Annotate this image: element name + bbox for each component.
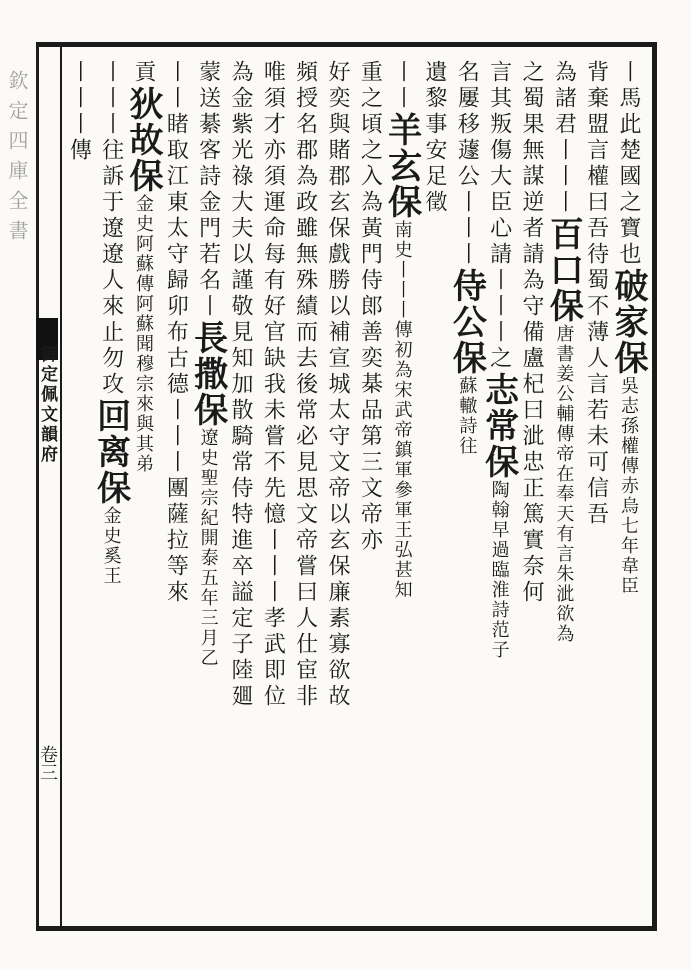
text-segment: 金史阿蘇傳阿蘇聞穆宗來與其弟 xyxy=(132,194,154,474)
text-segment: 貢 xyxy=(130,60,156,86)
text-segment: 吳志孫權傳赤烏七年韋臣 xyxy=(617,376,639,596)
text-segment: 唐書姜公輔傳帝在奉天有言朱泚欲為 xyxy=(553,324,575,644)
text-segment: 名屢移蘧公丨丨丨 xyxy=(454,60,480,268)
text-column-2 xyxy=(583,60,615,920)
text-column-11 xyxy=(292,60,324,920)
text-segment: 頻授名郡為政雖無殊績而去後常必見思文帝嘗曰人仕宦非 xyxy=(292,60,318,710)
text-column-3 xyxy=(543,60,584,920)
top-border xyxy=(36,42,656,47)
text-segment: 蘇轍詩往 xyxy=(456,376,478,456)
text-column-12 xyxy=(260,60,292,920)
entry-headword: 回离保 xyxy=(90,398,131,506)
entry-headword: 志常保 xyxy=(478,372,519,480)
text-column-7 xyxy=(422,60,454,920)
entry-headword: 長撒保 xyxy=(187,320,228,428)
text-column-9 xyxy=(357,60,389,920)
text-column-18 xyxy=(66,60,98,920)
text-column-17 xyxy=(90,60,131,920)
text-segment: 遼史聖宗紀開泰五年三月乙 xyxy=(197,428,219,668)
text-segment: 好奕與賭郡玄保戲勝以補宣城太守文帝以玄保廉素寡欲故 xyxy=(324,60,350,710)
text-segment: 為諸君丨丨丨 xyxy=(551,60,577,216)
text-column-5 xyxy=(478,60,519,920)
text-segment: 為金紫光祿大夫以謹敬見知加散騎常侍特進卒謚定子陸廽 xyxy=(227,60,253,710)
text-segment: 丨丨 xyxy=(389,60,415,112)
text-segment: 背棄盟言權曰吾待蜀不薄人言若未可信吾 xyxy=(583,60,609,528)
text-segment: 丨丨丨往訴于遼遼人來止勿攻 xyxy=(98,60,124,398)
text-segment: 逆者請為守備盧杞曰泚忠正篤實奈何 xyxy=(518,190,544,606)
bottom-border xyxy=(36,926,656,931)
entry-headword: 羊玄保 xyxy=(381,112,422,220)
text-column-1 xyxy=(607,60,648,920)
text-segment: 言其叛傷大臣心請丨丨丨之 xyxy=(486,60,512,372)
right-border xyxy=(652,42,657,931)
text-segment: 丨丨睹取江東太守歸 xyxy=(163,60,189,294)
text-segment: 蒙送綦客詩金門若名丨 xyxy=(195,60,221,320)
text-segment: 遺黎 xyxy=(421,60,447,112)
gutter-line xyxy=(60,42,62,931)
text-segment: 之蜀果無謀 xyxy=(518,60,544,190)
text-segment: 丨馬此楚國之寶也 xyxy=(615,60,641,268)
entry-headword: 百口保 xyxy=(543,216,584,324)
text-column-16 xyxy=(122,60,163,920)
entry-headword: 侍公保 xyxy=(446,268,487,376)
text-column-15 xyxy=(163,60,195,920)
entry-headword: 破家保 xyxy=(607,268,648,376)
text-column-6 xyxy=(446,60,487,920)
text-segment: 金史奚王 xyxy=(100,506,122,586)
text-segment: 唯須才亦須運命每有好官缺我未嘗不先憶丨丨丨孝武即位 xyxy=(260,60,286,710)
text-segment: 陶翰早過臨淮詩范子 xyxy=(488,480,510,660)
text-column-4 xyxy=(519,60,551,920)
text-segment: 重之頃之入為黃門侍郎善奕棊品第三文帝亦 xyxy=(357,60,383,554)
folio-number: 卷三 xyxy=(37,745,58,781)
text-segment: 丨丨丨傳 xyxy=(66,60,92,164)
text-segment: 事安足徵 xyxy=(421,112,447,216)
text-column-14 xyxy=(187,60,228,920)
text-column-13 xyxy=(228,60,260,920)
text-segment: 卯布古德丨丨丨團薩拉等來 xyxy=(163,294,189,606)
text-column-8 xyxy=(381,60,422,920)
text-column-10 xyxy=(325,60,357,920)
book-title: 御定佩文韻府 xyxy=(37,345,57,465)
entry-headword: 狄故保 xyxy=(122,86,163,194)
margin-header: 欽定四庫全書 xyxy=(5,70,29,250)
text-segment: 南史丨丨丨傳初為宋武帝鎮軍參軍王弘甚知 xyxy=(391,220,413,600)
